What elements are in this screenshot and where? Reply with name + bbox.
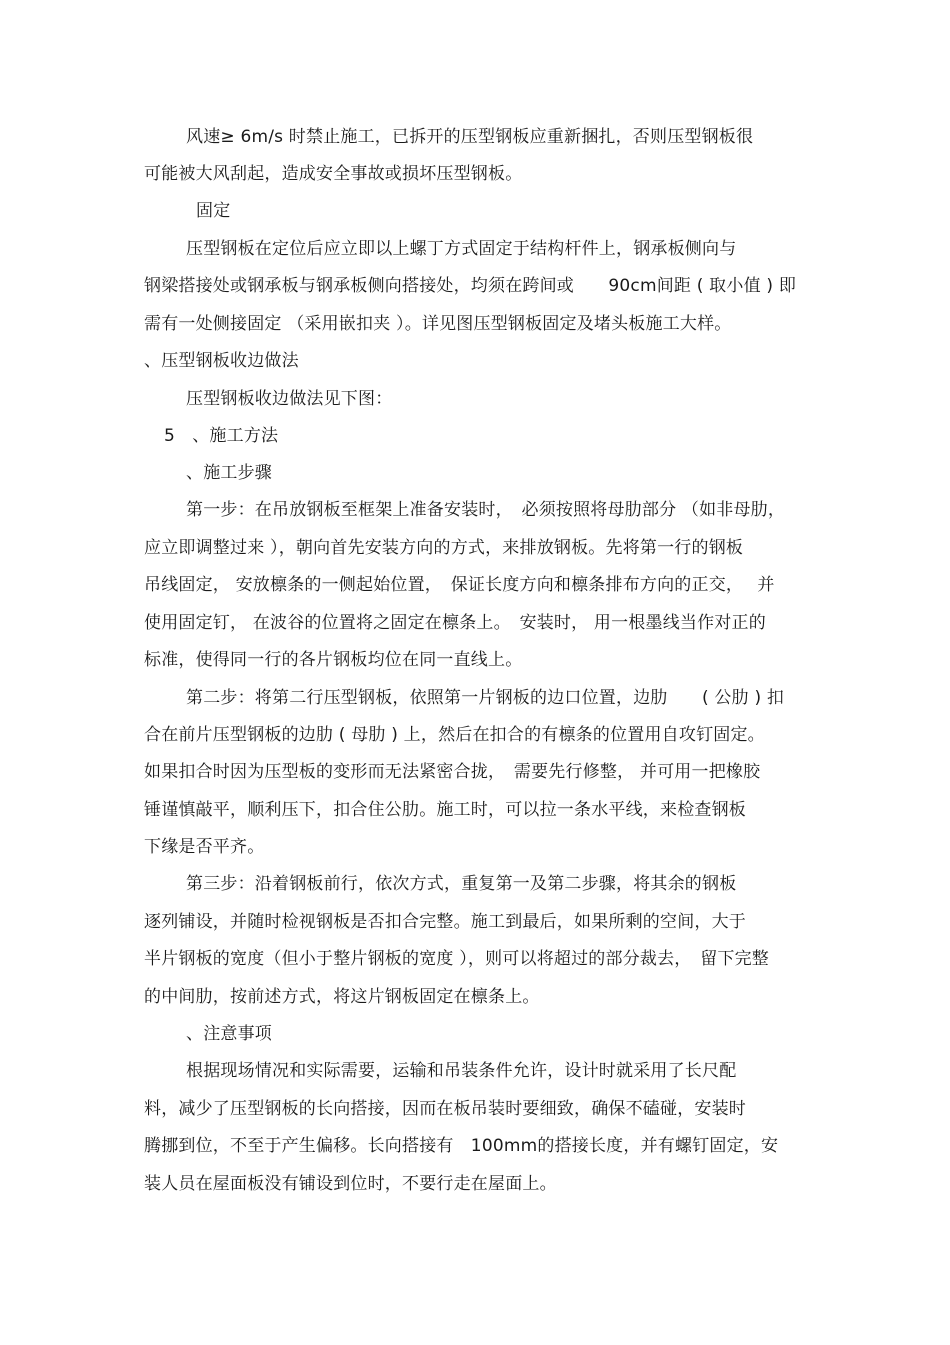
paragraph-line: 第一步：在吊放钢板至框架上准备安装时， 必须按照将母肋部分 （如非母肋， — [186, 500, 786, 520]
section-heading: 固定 — [196, 201, 231, 221]
paragraph-line: 使用固定钉， 在波谷的位置将之固定在檩条上。 安装时， 用一根墨线当作对正的 — [144, 613, 766, 633]
paragraph-line: 压型钢板在定位后应立即以上螺丁方式固定于结构杆件上，钢承板侧向与 — [186, 239, 737, 259]
paragraph-line: 料，减少了压型钢板的长向搭接，因而在板吊装时要细致，确保不磕碰，安装时 — [144, 1099, 746, 1119]
paragraph-line: 腾挪到位，不至于产生偏移。长向搭接有 100mm的搭接长度，并有螺钉固定，安 — [144, 1136, 779, 1156]
paragraph-line: 第三步：沿着钢板前行，依次方式，重复第一及第二步骤，将其余的钢板 — [186, 874, 737, 894]
section-heading: 、施工步骤 — [186, 463, 272, 483]
paragraph-line: 如果扣合时因为压型板的变形而无法紧密合拢， 需要先行修整， 并可用一把橡胶 — [144, 762, 761, 782]
paragraph-line: 逐列铺设，并随时检视钢板是否扣合完整。施工到最后，如果所剩的空间，大于 — [144, 912, 746, 932]
section-heading: 、压型钢板收边做法 — [144, 351, 299, 371]
paragraph-line: 装人员在屋面板没有铺设到位时，不要行走在屋面上。 — [144, 1174, 557, 1194]
paragraph-line: 可能被大风刮起，造成安全事故或损坏压型钢板。 — [144, 164, 523, 184]
paragraph-line: 标准，使得同一行的各片钢板均位在同一直线上。 — [144, 650, 523, 670]
paragraph-line: 半片钢板的宽度（但小于整片钢板的宽度 ），则可以将超过的部分裁去， 留下完整 — [144, 949, 770, 969]
paragraph-line: 的中间肋，按前述方式，将这片钢板固定在檩条上。 — [144, 987, 540, 1007]
paragraph-line: 吊线固定， 安放檩条的一侧起始位置， 保证长度方向和檩条排布方向的正交， 并 — [144, 575, 775, 595]
paragraph-line: 下缘是否平齐。 — [144, 837, 265, 857]
paragraph-line: 风速≥ 6m/s 时禁止施工，已拆开的压型钢板应重新捆扎，否则压型钢板很 — [186, 127, 754, 147]
paragraph-line: 锤谨慎敲平，顺利压下，扣合住公肋。施工时，可以拉一条水平线，来检查钢板 — [144, 800, 746, 820]
section-heading: 5 、施工方法 — [164, 426, 279, 446]
paragraph-line: 压型钢板收边做法见下图： — [186, 389, 393, 409]
paragraph-line: 需有一处侧接固定 （采用嵌扣夹 ）。详见图压型钢板固定及堵头板施工大样。 — [144, 314, 732, 334]
paragraph-line: 第二步：将第二行压型钢板，依照第一片钢板的边口位置，边肋 ( 公肋 ) 扣 — [186, 688, 785, 708]
section-heading: 、注意事项 — [186, 1024, 272, 1044]
paragraph-line: 合在前片压型钢板的边肋 ( 母肋 ) 上，然后在扣合的有檩条的位置用自攻钉固定。 — [144, 725, 765, 745]
paragraph-line: 应立即调整过来 ），朝向首先安装方向的方式，来排放钢板。先将第一行的钢板 — [144, 538, 744, 558]
paragraph-line: 钢梁搭接处或钢承板与钢承板侧向搭接处，均须在跨间或 90cm间距 ( 取小值 ) 即 — [144, 276, 797, 296]
paragraph-line: 根据现场情况和实际需要，运输和吊装条件允许，设计时就采用了长尺配 — [186, 1061, 737, 1081]
